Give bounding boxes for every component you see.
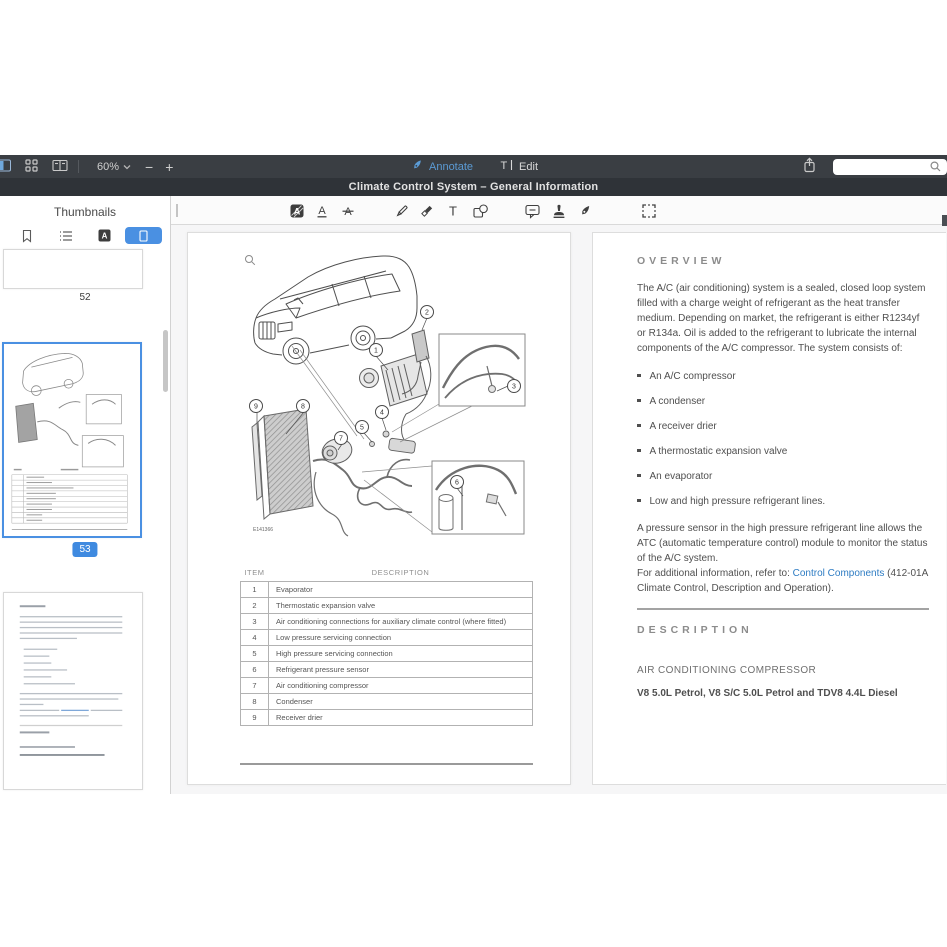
page-number-53-selected: 53 — [72, 542, 97, 557]
annotate-label: Annotate — [428, 160, 474, 173]
pages-canvas — [171, 225, 947, 794]
sidebar-title: Thumbnails — [53, 205, 117, 219]
section-divider — [637, 608, 929, 610]
thumbnail-preview-54 — [4, 593, 142, 789]
annotation-toolbar — [171, 196, 947, 225]
svg-text:T: T — [500, 160, 507, 172]
document-area — [171, 196, 947, 794]
sidebar-toggle-icon — [0, 159, 12, 175]
pressure-sensor-paragraph: A pressure sensor in the high pressure refrigerant line allows the ATC (automatic temperature control) module to monitor the status of the A/C system. For additional information, refer to: Control Components (412-01A Climate Control, Description and Operation). — [637, 523, 928, 594]
search-field[interactable] — [833, 159, 947, 175]
overview-heading: OVERVIEW — [637, 255, 726, 267]
callout-9 — [250, 400, 263, 413]
svg-text:A: A — [293, 206, 301, 217]
callout-3 — [508, 380, 521, 393]
tab-edit[interactable] — [499, 158, 538, 175]
note-button[interactable] — [522, 201, 542, 221]
strikethrough-text-icon — [340, 203, 356, 219]
annotations-tab-icon — [98, 229, 111, 242]
list-item: An evaporator — [637, 469, 929, 484]
svg-text:A: A — [344, 206, 352, 218]
svg-text:9: 9 — [254, 403, 258, 411]
thumbnail-page-53[interactable] — [2, 342, 142, 538]
page-number-52: 52 — [79, 292, 91, 303]
sidebar-tabs — [0, 227, 170, 244]
eraser-button[interactable] — [417, 201, 437, 221]
callout-6 — [451, 476, 464, 489]
compressor-subheading: AIR CONDITIONING COMPRESSOR — [637, 665, 817, 676]
annotate-pen-icon — [409, 158, 424, 175]
zoom-level-value: 60% — [97, 160, 120, 173]
select-region-icon — [641, 203, 657, 219]
callout-1 — [370, 344, 383, 357]
callout-8 — [297, 400, 310, 413]
table-row: 1 Evaporator — [241, 582, 533, 598]
tab-bookmarks[interactable] — [8, 227, 45, 244]
thumbnail-grid-icon — [25, 159, 38, 175]
two-page-view-icon — [52, 159, 68, 175]
underline-text-button[interactable] — [312, 201, 332, 221]
pdf-app-window — [0, 155, 947, 794]
zoom-level-select[interactable] — [97, 161, 131, 173]
list-item: A receiver drier — [637, 419, 929, 434]
edit-label: Edit — [519, 160, 539, 173]
sidebar-scrollbar[interactable] — [163, 330, 168, 392]
list-item: Low and high pressure refrigerant lines. — [637, 494, 929, 509]
toc-tab-icon — [59, 230, 73, 242]
condenser — [252, 409, 313, 519]
svg-text:A: A — [318, 205, 326, 217]
svg-text:8: 8 — [301, 403, 305, 411]
engine-variants-line: V8 5.0L Petrol, V8 S/C 5.0L Petrol and TDV8 4.4L Diesel — [637, 688, 898, 699]
select-region-button[interactable] — [639, 201, 659, 221]
highlight-text-icon — [289, 203, 305, 219]
highlight-text-button[interactable] — [287, 201, 307, 221]
list-item: A thermostatic expansion valve — [637, 444, 929, 459]
callout-2 — [421, 306, 434, 319]
list-item: A condenser — [637, 394, 929, 409]
document-title-bar — [0, 178, 947, 196]
bullet-square-icon — [637, 374, 641, 378]
table-row: 9 Receiver drier — [241, 710, 533, 726]
thumbnail-preview-53 — [4, 344, 140, 536]
two-page-view-button[interactable] — [50, 155, 70, 178]
callout-5 — [356, 421, 369, 434]
thumbnails-sidebar — [0, 196, 171, 794]
text-tool-button[interactable] — [443, 201, 463, 221]
description-heading: DESCRIPTION — [637, 624, 753, 636]
svg-text:T: T — [449, 203, 457, 219]
edit-text-icon — [499, 158, 514, 175]
share-icon — [802, 157, 817, 176]
table-row: 8 Condenser — [241, 694, 533, 710]
eraser-icon — [419, 203, 435, 219]
callout-4 — [376, 406, 389, 419]
refer-suffix: (412-01A Climate Control, Description and Operation). — [637, 568, 928, 594]
table-row: 2 Thermostatic expansion valve — [241, 598, 533, 614]
table-row: 6 Refrigerant pressure sensor — [241, 662, 533, 678]
system-components-list — [637, 369, 929, 509]
stamp-icon — [551, 203, 567, 219]
search-input[interactable] — [837, 159, 925, 175]
document-title: Climate Control System – General Information — [348, 181, 599, 193]
bullet-square-icon — [637, 424, 641, 428]
table-header-item: ITEM — [244, 568, 265, 577]
refrigerant-lines — [313, 459, 412, 536]
signature-button[interactable] — [575, 201, 595, 221]
zoom-out-button[interactable]: − — [145, 158, 154, 175]
svg-text:6: 6 — [455, 479, 459, 487]
svg-text:7: 7 — [339, 435, 343, 443]
magnifier-icon — [246, 256, 255, 265]
pencil-icon — [394, 203, 410, 219]
note-icon — [524, 203, 541, 219]
diagram-caption: E141366 — [253, 527, 274, 533]
bookmark-tab-icon — [21, 229, 33, 243]
zoom-in-button[interactable]: + — [165, 158, 174, 175]
chevron-down-icon — [123, 161, 131, 173]
thumbnail-grid-button[interactable] — [23, 155, 40, 178]
table-row: 3 Air conditioning connections for auxiliary climate control (where fitted) — [241, 614, 533, 630]
shapes-icon — [472, 203, 489, 219]
search-icon — [930, 161, 941, 172]
text-tool-icon — [445, 203, 461, 219]
table-header-description: DESCRIPTION — [371, 568, 430, 577]
toolbar-right-group — [800, 155, 947, 178]
page-53 — [187, 232, 571, 785]
vehicle-outline — [254, 256, 417, 364]
svg-text:2: 2 — [425, 309, 429, 317]
signature-pen-icon — [577, 203, 593, 219]
tab-outline[interactable] — [47, 227, 84, 244]
shapes-button[interactable] — [470, 201, 490, 221]
item-description-table — [240, 565, 533, 726]
thumbnail-page-52[interactable] — [3, 249, 143, 289]
bullet-square-icon — [637, 449, 641, 453]
tab-annotate[interactable] — [409, 158, 473, 175]
toolbar-drag-handle[interactable] — [176, 204, 178, 217]
sidebar-toggle-button[interactable] — [0, 155, 14, 178]
ac-system-diagram — [240, 246, 550, 546]
table-row: 5 High pressure servicing connection — [241, 646, 533, 662]
bullet-square-icon — [637, 399, 641, 403]
bullet-square-icon — [637, 474, 641, 478]
overview-paragraph: The A/C (air conditioning) system is a sealed, closed loop system filled with a charge weight of refrigerant as the heat transfer medium. Depending on market, the refrigerant is either R1234yf or R134a. Oil is added to the refrigerant to lubricate the internal components of the A/C compressor. The system consists of: — [637, 283, 926, 354]
toolbar-left-group — [0, 155, 179, 178]
table-row: 4 Low pressure servicing connection — [241, 630, 533, 646]
list-item: An A/C compressor — [637, 369, 929, 384]
callout-7 — [335, 432, 348, 445]
page-thumbnails-tab-icon — [139, 230, 148, 242]
tab-annotations[interactable] — [86, 227, 123, 244]
tab-page-thumbnails[interactable] — [125, 227, 162, 244]
strikethrough-text-button[interactable] — [338, 201, 358, 221]
stamp-button[interactable] — [549, 201, 569, 221]
mode-tabs — [409, 155, 538, 178]
page-footer-rule — [240, 763, 533, 765]
thumbnail-page-54[interactable] — [3, 592, 143, 790]
svg-text:4: 4 — [380, 409, 384, 417]
share-button[interactable] — [800, 155, 819, 178]
svg-text:3: 3 — [512, 383, 516, 391]
bullet-square-icon — [637, 499, 641, 503]
underline-text-icon — [314, 203, 330, 219]
table-row: 7 Air conditioning compressor — [241, 678, 533, 694]
main-toolbar — [0, 155, 947, 178]
pencil-button[interactable] — [392, 201, 412, 221]
svg-text:A: A — [101, 231, 108, 241]
control-components-link[interactable]: Control Components — [792, 568, 885, 579]
svg-text:5: 5 — [360, 424, 364, 432]
servicing-fittings — [370, 431, 416, 454]
svg-text:1: 1 — [374, 347, 378, 355]
page-54 — [592, 232, 946, 785]
toolbar-divider — [78, 160, 79, 173]
inset-detail-2 — [362, 461, 524, 534]
refer-prefix: For additional information, refer to: — [637, 568, 793, 579]
